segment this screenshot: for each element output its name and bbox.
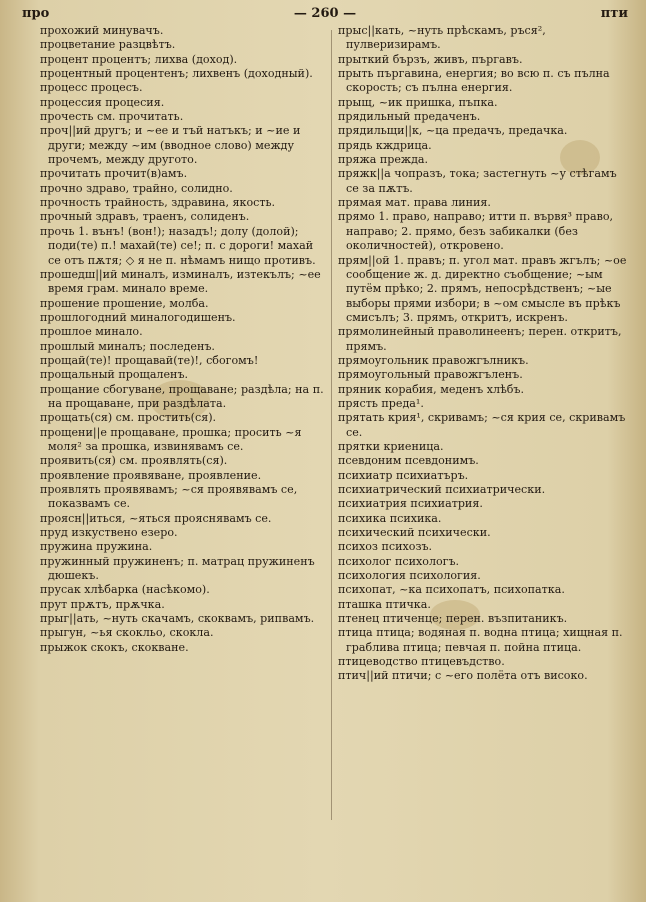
dictionary-entry: процентный процентенъ; лихвенъ (доходный). [40,67,313,81]
dictionary-entry: проявить(ся) см. проявлять(ся). [40,454,228,468]
dictionary-entry: прятки криеница. [338,439,444,453]
dictionary-entry: прощени||е прощаване, прошка; просить ~я моля² за прошка, извинявамъ се. [40,425,302,453]
dictionary-entry: пружинный пружиненъ; п. матрац пружиненъ дюшекъ. [40,554,315,583]
dictionary-entry: процент процентъ; лихва (доход). [40,52,238,66]
dictionary-entry: прощай(те)! прощавай(те)!, сбогомъ! [40,353,259,367]
dictionary-entry: прыг||ать, ~нуть скачамъ, скоквамъ, рипвамъ. [40,612,315,626]
dictionary-entry: псевдоним псевдонимъ. [338,454,479,468]
dictionary-entry: психиатрический психиатрически. [338,483,546,496]
dictionary-entry: прямоугольник правожгълникъ. [338,353,529,367]
left-column [40,24,325,655]
dictionary-entry: пруд изкуствено езеро. [40,526,178,540]
dictionary-entry: прыгун, ~ья скокльо, скокла. [40,626,214,640]
dictionary-entry: прощальный прощаленъ. [40,368,189,382]
dictionary-entry: прошение прошение, молба. [40,296,209,310]
dictionary-entry: прочный здравъ, траенъ, солиденъ. [40,210,250,224]
dictionary-entry: прям||ой 1. правъ; п. угол мат. правъ жгълъ; ~ое сообщение ж. д. директно съобщение; ~ым путём прѣко; 2. прямъ, непосрѣдственъ; ~ые выборы прями избори; в ~ом смысле въ прѣкъ смисълъ; 3. прямъ, откритъ, искренъ. [338,253,627,324]
dictionary-entry: прядильный предаченъ. [338,110,481,124]
dictionary-entry: психиатр психиатъръ. [338,468,469,482]
dictionary-entry: прусак хлѣбарка (насѣкомо). [40,583,210,597]
dictionary-entry: прочесть см. прочитать. [40,110,184,124]
right-column [338,24,628,684]
dictionary-entry: психика психика. [338,511,442,525]
dictionary-entry: пряник корабия, меденъ хлѣбъ. [338,382,525,396]
dictionary-entry: прощание сбогуване, прощаване; раздѣла; на п. на прощаване, при раздѣлата. [40,382,324,410]
dictionary-entry: прочность трайность, здравина, якость. [40,196,276,210]
dictionary-entry: прочно здраво, трайно, солидно. [40,181,233,195]
dictionary-entry: прошлогодний миналогодишенъ. [40,310,236,324]
dictionary-entry: психолог психологъ. [338,554,460,568]
dictionary-entry: психология психология. [338,569,481,583]
header-left-word: про [22,6,50,21]
dictionary-entry: прыщ, ~ик пришка, пъпка. [338,95,498,109]
dictionary-entry: прядь кждрица. [338,138,432,152]
dictionary-entry: проявление проявяване, проявление. [40,468,262,482]
dictionary-entry: психический психически. [338,526,491,540]
dictionary-entry: проясн||иться, ~яться прояснявамъ се. [40,511,272,525]
column-divider [331,30,332,820]
dictionary-entry: процессия процесия. [40,95,165,109]
dictionary-entry: прохожий минувачъ. [40,24,164,37]
dictionary-entry: прыткий бързъ, живъ, пъргавъ. [338,52,523,66]
dictionary-entry: прямолинейный праволинеенъ; перен. откритъ, прямъ. [338,325,622,353]
dictionary-entry: психопат, ~ка психопатъ, психопатка. [338,583,565,597]
dictionary-entry: птич||ий птичи; с ~его полёта отъ високо. [338,669,588,683]
dictionary-entry: прощать(ся) см. простить(ся). [40,411,217,425]
dictionary-entry: прясть преда¹. [338,396,424,410]
dictionary-entry: процветание разцвѣтъ. [40,38,176,52]
dictionary-entry: прочитать прочит(в)амъ. [40,167,188,181]
dictionary-entry: прядильщи||к, ~ца предачъ, предачка. [338,124,568,138]
dictionary-entry: прошлое минало. [40,325,143,339]
dictionary-entry: птица птица; водяная п. водна птица; хищная п. граблива птица; певчая п. пойна птица. [338,626,623,654]
dictionary-entry: прямо 1. право, направо; итти п. вървя³ право, направо; 2. прямо, безъ забикалки (без околичностей), откровено. [338,210,614,253]
dictionary-entry: проч||ий другъ; и ~ее и тъй натъкъ; и ~ие и други; между ~им (вводное слово) между прочемъ, между другото. [40,124,301,167]
dictionary-entry: прошлый миналъ; последенъ. [40,339,215,353]
dictionary-entry: прочь 1. вънъ! (вон!); назадъ!; долу (долой); поди(те) п.! махай(те) се!; п. с дороги! махай се отъ пѫтя; ◇ я не п. нѣмамъ нищо противъ. [40,224,316,267]
dictionary-entry: прыжок скокъ, скокване. [40,640,189,654]
dictionary-entry: процесс процесъ. [40,81,143,95]
dictionary-entry: прошедш||ий миналъ, изминалъ, изтекълъ; ~ее время грам. минало време. [40,267,321,296]
dictionary-entry: прямоугольный правожгъленъ. [338,368,523,382]
dictionary-entry: психоз психозъ. [338,540,433,554]
page-number: — 260 — [293,6,357,21]
dictionary-entry: прыс||кать, ~нуть прѣскамъ, ръся², пулверизирамъ. [338,24,546,52]
dictionary-entry: прятать крия¹, скривамъ; ~ся крия се, скривамъ се. [338,411,626,439]
dictionary-entry: прут прѫтъ, прѫчка. [40,597,165,611]
dictionary-entry: пряжк||а чопразъ, тока; застегнуть ~у стѣгамъ се за пѫтъ. [338,167,617,195]
running-header [22,4,628,24]
dictionary-entry: пряжа прежда. [338,153,429,167]
dictionary-entry: птицеводство птицевъдство. [338,655,505,669]
dictionary-entry: пружина пружина. [40,540,153,554]
dictionary-entry: прыть пъргавина, енергия; во всю п. съ пълна скорость; съ пълна енергия. [338,67,610,95]
dictionary-entry: прямая мат. права линия. [338,196,491,210]
dictionary-entry: психиатрия психиатрия. [338,497,483,511]
dictionary-entry: птенец птиченце; перен. възпитаникъ. [338,612,568,626]
header-right-word: пти [600,6,628,21]
dictionary-entry: пташка птичка. [338,597,431,611]
dictionary-entry: проявлять проявявамъ; ~ся проявявамъ се, показвамъ се. [40,483,298,511]
